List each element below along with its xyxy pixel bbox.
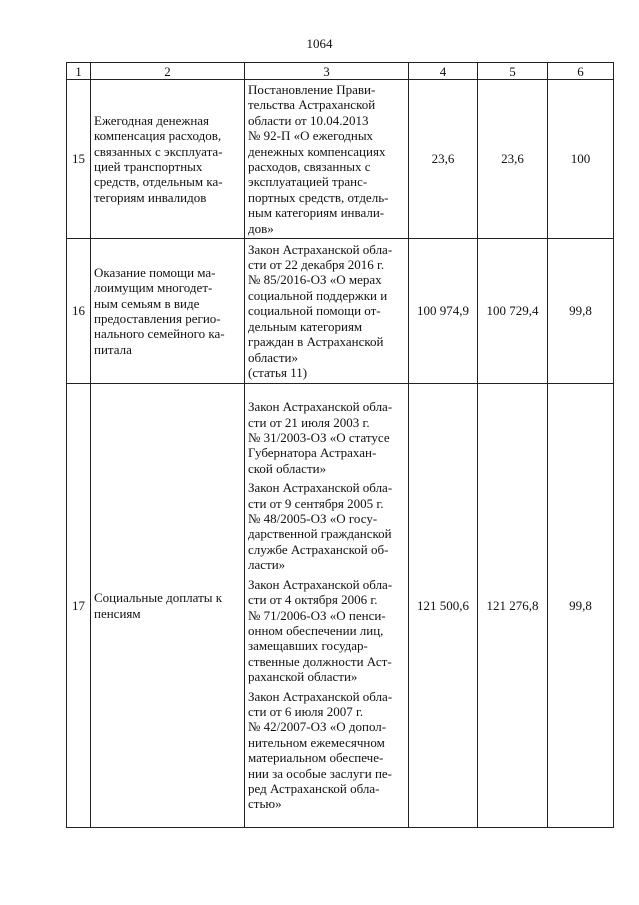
- legal-act: [248, 689, 405, 812]
- text-line: нального семейного ка-: [94, 326, 225, 342]
- text-line: дарственной гражданской: [248, 526, 392, 542]
- actual-amount: 121 276,8: [478, 384, 548, 828]
- text-line: ской области»: [248, 460, 327, 476]
- table-row: [67, 384, 614, 828]
- legal-basis: [245, 384, 409, 828]
- legal-basis: [245, 239, 409, 384]
- text-line: сти от 4 октября 2006 г.: [248, 592, 378, 608]
- text-line: раханской области»: [248, 669, 358, 685]
- text-line: Социальные доплаты к: [94, 590, 223, 606]
- text-line: № 31/2003-ОЗ «О статусе: [248, 430, 390, 446]
- text-line: предоставления регио-: [94, 311, 221, 326]
- text-line: области»: [248, 349, 298, 365]
- text-line: социальной помощи от-: [248, 303, 381, 319]
- text-line: области от 10.04.2013: [248, 112, 369, 128]
- actual-amount: 100 729,4: [478, 239, 548, 384]
- column-header: 1: [67, 63, 91, 80]
- text-line: № 48/2005-ОЗ «О госу-: [248, 511, 378, 527]
- column-header: 2: [91, 63, 245, 80]
- payment-name: [91, 239, 245, 384]
- text-line: Оказание помощи ма-: [94, 264, 216, 280]
- text-line: замещавших государ-: [248, 638, 368, 654]
- text-line: питала: [94, 341, 132, 357]
- row-number: 17: [67, 384, 91, 828]
- planned-amount: 121 500,6: [409, 384, 478, 828]
- row-number: 15: [67, 80, 91, 239]
- text-line: Закон Астраханской обла-: [248, 399, 393, 415]
- text-line: онном обеспечении лиц,: [248, 622, 384, 638]
- text-line: № 92-П «О ежегодных: [248, 128, 374, 144]
- text-line: Губернатора Астрахан-: [248, 445, 377, 461]
- text-line: цией транспортных: [94, 159, 203, 174]
- text-line: расходов, связанных с: [248, 159, 371, 174]
- text-line: средств, отдельным ка-: [94, 174, 223, 190]
- text-line: социальной поддержки и: [248, 287, 388, 303]
- legal-act: [248, 242, 405, 381]
- legal-act: [248, 82, 405, 236]
- planned-amount: 100 974,9: [409, 239, 478, 384]
- text-line: тельства Астраханской: [248, 97, 376, 113]
- text-line: нительном ежемесячном: [248, 734, 385, 750]
- text-line: ласти»: [248, 557, 286, 573]
- table-row: [67, 80, 614, 239]
- text-line: Закон Астраханской обла-: [248, 241, 393, 257]
- text-line: эксплуатацией транс-: [248, 174, 368, 190]
- payment-name: [91, 80, 245, 239]
- data-table: [66, 62, 614, 828]
- text-line: лоимущим многодет-: [94, 280, 213, 296]
- text-line: стью»: [248, 796, 282, 812]
- text-line: ственные должности Аст-: [248, 653, 392, 669]
- legal-act: [248, 399, 405, 476]
- text-line: материальном обеспече-: [248, 750, 384, 766]
- text-line: № 42/2007-ОЗ «О допол-: [248, 719, 387, 735]
- text-line: пенсиям: [94, 605, 141, 621]
- text-line: Закон Астраханской обла-: [248, 576, 393, 592]
- page-number: 1064: [306, 36, 333, 51]
- text-line: ным категориям инвали-: [248, 205, 385, 221]
- text-line: компенсация расходов,: [94, 128, 222, 144]
- text-line: ред Астраханской обла-: [248, 780, 380, 796]
- execution-percent: 100: [548, 80, 614, 239]
- text-line: ным семьям в виде: [94, 295, 200, 311]
- legal-act: [248, 480, 405, 572]
- column-header: 4: [409, 63, 478, 80]
- text-line: сти от 22 декабря 2016 г.: [248, 257, 385, 273]
- actual-amount: 23,6: [478, 80, 548, 239]
- text-line: Ежегодная денежная: [94, 112, 210, 128]
- text-line: дов»: [248, 220, 274, 236]
- text-line: сти от 21 июля 2003 г.: [248, 414, 370, 430]
- legal-basis: [245, 80, 409, 239]
- text-line: № 85/2016-ОЗ «О мерах: [248, 272, 382, 288]
- text-line: № 71/2006-ОЗ «О пенси-: [248, 607, 386, 623]
- text-line: нии за особые заслуги пе-: [248, 765, 392, 781]
- text-line: связанных с эксплуата-: [94, 143, 223, 159]
- column-header: 3: [245, 63, 409, 80]
- execution-percent: 99,8: [548, 384, 614, 828]
- planned-amount: 23,6: [409, 80, 478, 239]
- text-line: сти от 6 июля 2007 г.: [248, 703, 364, 719]
- text-line: Постановление Прави-: [248, 81, 376, 97]
- legal-act: [248, 577, 405, 685]
- text-line: граждан в Астраханской: [248, 334, 384, 350]
- execution-percent: 99,8: [548, 239, 614, 384]
- text-line: тегориям инвалидов: [94, 189, 207, 205]
- table-header-row: [67, 63, 614, 80]
- row-number: 16: [67, 239, 91, 384]
- text-line: дельным категориям: [248, 318, 363, 334]
- text-line: службе Астраханской об-: [248, 541, 389, 557]
- payment-name: [91, 384, 245, 828]
- column-header: 5: [478, 63, 548, 80]
- text-line: (статья 11): [248, 364, 308, 380]
- text-line: портных средств, отдель-: [248, 189, 389, 205]
- text-line: денежных компенсациях: [248, 143, 386, 159]
- text-line: Закон Астраханской обла-: [248, 480, 393, 496]
- text-line: сти от 9 сентября 2005 г.: [248, 495, 384, 511]
- text-line: Закон Астраханской обла-: [248, 688, 393, 704]
- column-header: 6: [548, 63, 614, 80]
- table-row: [67, 239, 614, 384]
